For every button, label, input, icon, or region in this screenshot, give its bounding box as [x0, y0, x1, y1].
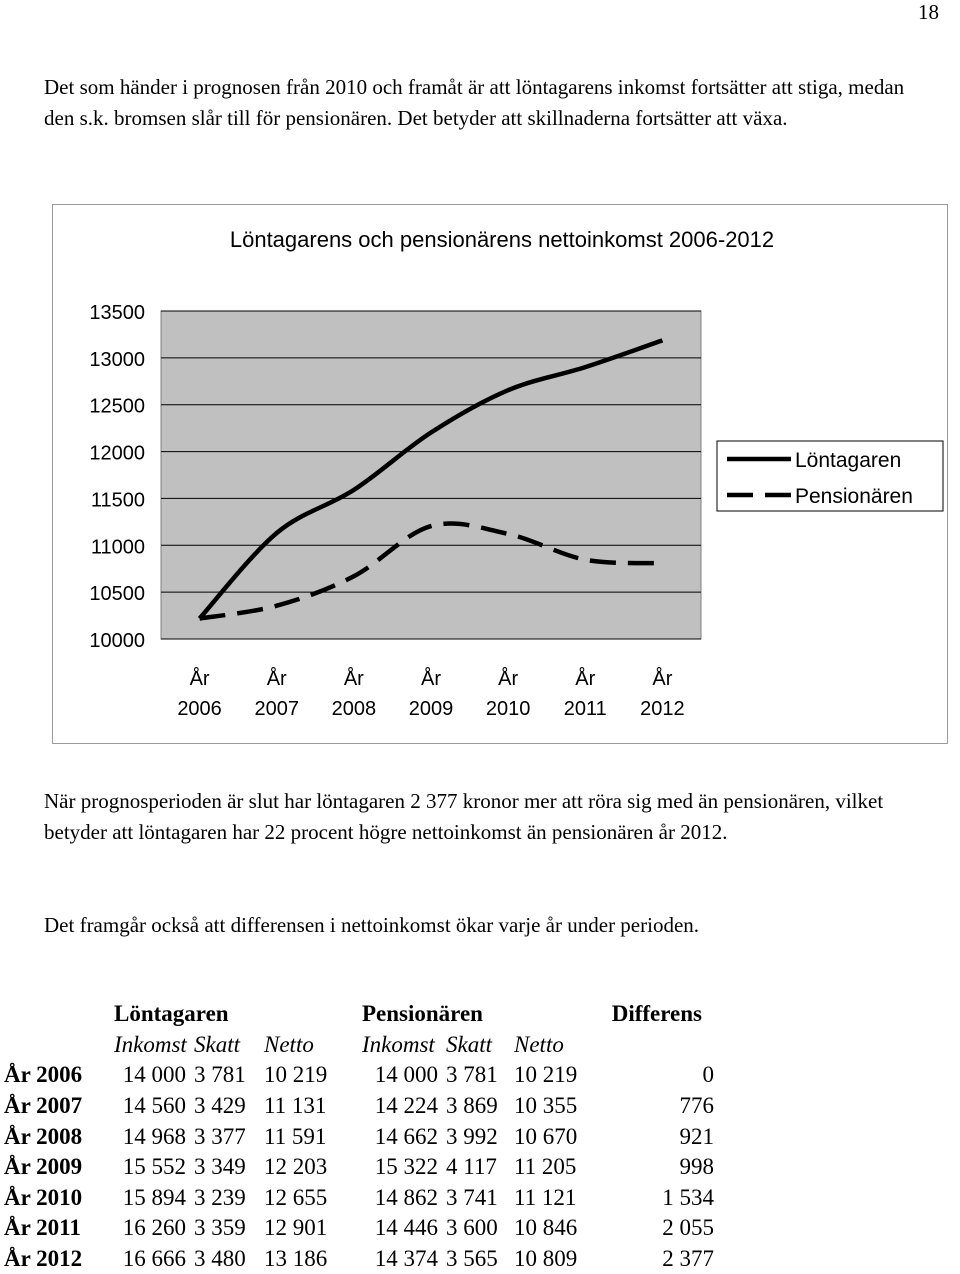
chart-canvas — [53, 205, 949, 745]
cell-differens: 2 377 — [662, 1246, 714, 1272]
plot-area — [161, 311, 701, 639]
sub-header-netto: Netto — [264, 1031, 314, 1057]
y-tick-label: 12500 — [89, 395, 145, 418]
table-row — [4, 1244, 714, 1274]
income-table — [4, 999, 714, 1274]
cell-lon-netto: 11 591 — [264, 1123, 327, 1149]
cell-lon-netto: 10 219 — [264, 1062, 328, 1088]
cell-lon-netto: 12 655 — [264, 1184, 328, 1210]
cell-pen-inkomst: 14 000 — [374, 1062, 438, 1088]
y-tick-label: 13000 — [89, 348, 145, 371]
y-tick-label: 10500 — [89, 583, 145, 606]
sub-header-netto-pension: Netto — [514, 1031, 564, 1057]
cell-lon-skatt: 3 239 — [194, 1184, 246, 1210]
net-income-chart — [52, 204, 948, 744]
cell-pen-inkomst: 14 374 — [374, 1246, 438, 1272]
cell-lon-netto: 11 131 — [264, 1093, 327, 1119]
y-tick-label: 10000 — [89, 630, 145, 652]
row-label: År 2011 — [4, 1215, 81, 1241]
row-label: År 2009 — [4, 1154, 83, 1180]
cell-lon-inkomst: 14 968 — [122, 1123, 186, 1149]
table-row — [4, 1152, 714, 1183]
cell-pen-inkomst: 14 446 — [374, 1215, 438, 1241]
sub-header-skatt-pension: Skatt — [446, 1031, 492, 1057]
cell-pen-skatt: 3 565 — [446, 1246, 498, 1272]
cell-lon-skatt: 3 781 — [194, 1062, 246, 1088]
y-tick-label: 11500 — [90, 489, 145, 512]
cell-lon-netto: 13 186 — [264, 1246, 328, 1272]
y-tick-label: 13500 — [89, 302, 145, 324]
cell-lon-inkomst: 15 894 — [122, 1184, 186, 1210]
sub-header-skatt: Skatt — [194, 1031, 240, 1057]
y-tick-label: 12000 — [89, 442, 145, 465]
row-label: År 2007 — [4, 1093, 83, 1119]
cell-differens: 776 — [679, 1093, 714, 1119]
cell-lon-inkomst: 16 260 — [122, 1215, 186, 1241]
cell-lon-inkomst: 15 552 — [122, 1154, 186, 1180]
cell-differens: 921 — [679, 1123, 714, 1149]
x-tick-label: År 2009 — [408, 668, 454, 720]
x-tick-label: År 2008 — [331, 668, 377, 720]
cell-lon-skatt: 3 359 — [194, 1215, 246, 1241]
cell-pen-inkomst: 15 322 — [374, 1154, 438, 1180]
cell-pen-inkomst: 14 662 — [374, 1123, 438, 1149]
sub-header-inkomst-pension: Inkomst — [362, 1031, 435, 1057]
cell-lon-skatt: 3 480 — [194, 1246, 246, 1272]
cell-lon-skatt: 3 377 — [194, 1123, 246, 1149]
table-row — [4, 1091, 714, 1122]
cell-pen-inkomst: 14 224 — [374, 1093, 438, 1119]
cell-lon-inkomst: 14 000 — [122, 1062, 186, 1088]
chart-title: Löntagarens och pensionärens nettoinkomst 2006-2012 — [229, 227, 775, 252]
table-sub-header-row — [4, 1030, 714, 1061]
cell-pen-netto: 10 846 — [514, 1215, 578, 1241]
table-corner-sub — [4, 1030, 108, 1061]
legend-label: Pensionären — [795, 485, 913, 508]
cell-pen-skatt: 3 600 — [446, 1215, 498, 1241]
x-tick-label: År 2011 — [563, 668, 607, 720]
group-header-lontagaren: Löntagaren — [114, 1001, 229, 1027]
cell-lon-netto: 12 901 — [264, 1215, 328, 1241]
cell-differens: 2 055 — [662, 1215, 714, 1241]
income-table-body — [4, 999, 714, 1274]
cell-pen-netto: 11 121 — [514, 1184, 577, 1210]
cell-pen-netto: 10 355 — [514, 1093, 578, 1119]
table-corner — [4, 999, 108, 1030]
x-tick-label: År 2010 — [485, 668, 531, 720]
cell-lon-inkomst: 14 560 — [122, 1093, 186, 1119]
cell-pen-skatt: 3 992 — [446, 1123, 498, 1149]
note-paragraph: Det framgår också att differensen i nettoinkomst ökar varje år under perioden. — [44, 913, 700, 937]
group-header-differens: Differens — [611, 1001, 702, 1027]
cell-pen-skatt: 3 741 — [446, 1184, 498, 1210]
row-label: År 2010 — [4, 1184, 83, 1210]
y-tick-label: 11000 — [90, 536, 145, 559]
row-label: År 2006 — [4, 1062, 83, 1088]
conclusion-paragraph: När prognosperioden är slut har löntagaren 2 377 kronor mer att röra sig med än pensionären, vilket betyder att löntagaren har 22 procent högre nettoinkomst än pensionären år 2012. — [44, 789, 884, 844]
cell-pen-netto: 10 670 — [514, 1123, 578, 1149]
table-row — [4, 1213, 714, 1244]
cell-pen-skatt: 4 117 — [446, 1154, 497, 1180]
cell-pen-inkomst: 14 862 — [374, 1184, 438, 1210]
cell-pen-netto: 10 219 — [514, 1062, 578, 1088]
cell-pen-skatt: 3 869 — [446, 1093, 498, 1119]
sub-header-empty — [594, 1030, 714, 1061]
legend-label: Löntagaren — [795, 449, 902, 472]
table-row — [4, 1121, 714, 1152]
cell-pen-netto: 10 809 — [514, 1246, 578, 1272]
x-tick-label: År 2007 — [254, 668, 299, 720]
group-header-pensionaren: Pensionären — [362, 1001, 483, 1027]
cell-pen-skatt: 3 781 — [446, 1062, 498, 1088]
sub-header-inkomst: Inkomst — [114, 1031, 187, 1057]
row-label: År 2008 — [4, 1123, 83, 1149]
cell-lon-inkomst: 16 666 — [122, 1246, 186, 1272]
row-label: År 2012 — [4, 1246, 83, 1272]
cell-lon-netto: 12 203 — [264, 1154, 328, 1180]
cell-lon-skatt: 3 349 — [194, 1154, 246, 1180]
table-group-header-row — [4, 999, 714, 1030]
cell-differens: 998 — [679, 1154, 714, 1180]
cell-lon-skatt: 3 429 — [194, 1093, 246, 1119]
table-row — [4, 1060, 714, 1091]
cell-pen-netto: 11 205 — [514, 1154, 577, 1180]
x-tick-label: År 2006 — [177, 668, 222, 720]
intro-paragraph: Det som händer i prognosen från 2010 och framåt är att löntagarens inkomst fortsätter att stiga, medan den s.k. bromsen slår till för pensionären. Det betyder att skillnaderna fortsätter att växa. — [44, 75, 905, 130]
cell-differens: 0 — [702, 1062, 714, 1088]
x-tick-label: År 2012 — [640, 668, 685, 720]
table-row — [4, 1183, 714, 1214]
cell-differens: 1 534 — [662, 1184, 714, 1210]
page-number: 18 — [918, 0, 939, 24]
